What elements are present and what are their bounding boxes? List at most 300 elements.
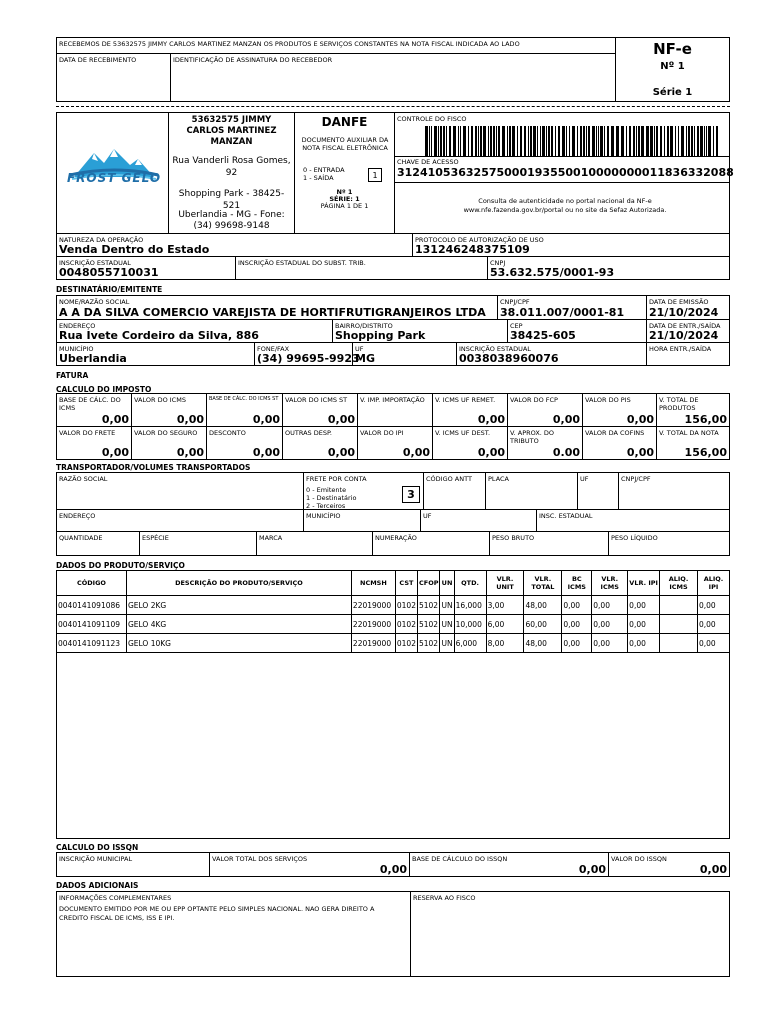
transp-uf-label: UF (580, 475, 589, 483)
transp-municipio-cell (303, 509, 421, 532)
barcode-bar (498, 126, 500, 156)
transp-placa-cell (485, 472, 578, 510)
table-cell: GELO 4KG (126, 615, 351, 634)
barcode-bar (697, 126, 699, 156)
issqn-total-cell (209, 852, 410, 877)
dest-municipio-cell (56, 342, 255, 366)
danfe-title: DANFE (321, 115, 368, 129)
table-cell: 8,00 (486, 634, 524, 653)
issqn-valor-cell (608, 852, 730, 877)
barcode-bar (580, 126, 582, 156)
table-cell: 16,000 (454, 596, 486, 615)
transp-numeracao-label: NUMERAÇÃO (375, 534, 417, 542)
tax-cell (432, 393, 508, 427)
transp-peso-bruto-cell (489, 531, 609, 556)
transp-razao-cell (56, 472, 304, 510)
danfe-subtitle: DOCUMENTO AUXILIAR DA NOTA FISCAL ELETRÔNICA (301, 136, 389, 152)
transp-endereco-label: ENDEREÇO (59, 512, 96, 520)
table-cell: 5102 (417, 596, 440, 615)
cnpj-label: CNPJ (490, 259, 506, 267)
receipt-signature-cell[interactable] (170, 53, 616, 102)
dest-endereco-value: Rua Ivete Cordeiro da Silva, 886 (59, 329, 259, 342)
transp-frete-opt2: 2 - Terceiros (306, 502, 346, 510)
barcode-bar (629, 126, 631, 156)
barcode-bar (626, 126, 627, 156)
table-cell: 0,00 (592, 615, 628, 634)
transp-endereco-cell (56, 509, 304, 532)
issuer-district: Shopping Park - 38425-521 (178, 189, 285, 211)
transp-placa-label: PLACA (488, 475, 510, 483)
tax-label: VALOR DO ICMS (134, 396, 186, 404)
table-row (57, 634, 730, 653)
table-cell: 3,00 (486, 596, 524, 615)
barcode-bar (681, 126, 684, 156)
dest-uf-value: MG (355, 352, 375, 365)
tax-cell (131, 426, 207, 460)
barcode-bar (647, 126, 649, 156)
dest-nome-cell (56, 295, 498, 320)
products-header-cell: QTD. (454, 571, 486, 596)
barcode-bar (440, 126, 442, 156)
dest-nome-label: NOME/RAZÃO SOCIAL (59, 298, 130, 306)
barcode-bar (562, 126, 565, 156)
barcode-bar (660, 126, 663, 156)
barcode (425, 126, 720, 156)
barcode-bar (475, 126, 478, 156)
table-cell: 5102 (417, 634, 440, 653)
dest-cep-label: CEP (510, 322, 523, 330)
barcode-bar (621, 126, 624, 156)
tax-label: OUTRAS DESP. (285, 429, 332, 437)
barcode-bar (471, 126, 473, 156)
tax-cell (206, 393, 283, 427)
barcode-bar (586, 126, 587, 156)
table-cell: 0,00 (562, 596, 592, 615)
dest-cnpj-value: 38.011.007/0001-81 (500, 306, 625, 319)
tax-value: 0,00 (327, 413, 355, 426)
tax-cell (206, 426, 283, 460)
table-cell: UN (440, 634, 454, 653)
barcode-bar (468, 126, 469, 156)
table-cell: 0102 (395, 596, 417, 615)
barcode-bar (458, 126, 459, 156)
issuer-info-cell (168, 112, 295, 234)
table-cell: 6,000 (454, 634, 486, 653)
tax-cell (56, 393, 132, 427)
barcode-bar (678, 126, 680, 156)
tax-cell (432, 426, 508, 460)
dest-hora-cell (646, 342, 730, 366)
ie-cell (56, 256, 236, 280)
table-cell: 0,00 (592, 634, 628, 653)
tax-label: VALOR DO ICMS ST (285, 396, 348, 404)
products-header-cell: ALIQ. IPI (697, 571, 729, 596)
issuer-address: Rua Vanderli Rosa Gomes, 92 (172, 156, 291, 178)
barcode-bar (664, 126, 665, 156)
dest-ie-cell (456, 342, 647, 366)
transp-ie-label: INSC. ESTADUAL (539, 512, 593, 520)
table-cell: 0,00 (697, 615, 729, 634)
tax-label: V. IMP. IMPORTAÇÃO (360, 396, 425, 404)
table-cell: GELO 10KG (126, 634, 351, 653)
table-cell: 0102 (395, 615, 417, 634)
dest-hora-label: HORA ENTR./SAÍDA (649, 345, 712, 353)
dest-ie-value: 0038038960076 (459, 352, 559, 365)
dest-bairro-value: Shopping Park (335, 329, 426, 342)
transp-marca-cell (256, 531, 373, 556)
transp-frete-cell (303, 472, 424, 510)
cut-line (56, 106, 730, 107)
table-cell: 0,00 (697, 596, 729, 615)
barcode-bar (667, 126, 669, 156)
dest-cnpj-label: CNPJ/CPF (500, 298, 530, 306)
transp-frete-opt0: 0 - Emitente (306, 486, 347, 494)
transp-especie-label: ESPÉCIE (142, 534, 169, 542)
table-cell: 0,00 (697, 634, 729, 653)
transp-numeracao-cell (372, 531, 490, 556)
barcode-bar (636, 126, 637, 156)
products-header-cell: CST (395, 571, 417, 596)
products-header-cell: CÓDIGO (57, 571, 127, 596)
barcode-bar (708, 126, 711, 156)
issqn-base-value: 0,00 (578, 863, 606, 876)
protocolo-value: 131246248375109 (415, 243, 530, 256)
barcode-bar (700, 126, 703, 156)
issuer-city: Uberlandia - MG - Fone: (34) 99698-9148 (178, 210, 285, 231)
transp-marca-label: MARCA (259, 534, 283, 542)
danfe-type-box: 1 (368, 168, 382, 182)
barcode-bar (512, 126, 515, 156)
nfe-number: Nº 1 (660, 61, 685, 72)
barcode-bar (449, 126, 451, 156)
products-header-cell: ALIQ. ICMS (660, 571, 698, 596)
barcode-bar (520, 126, 522, 156)
barcode-bar (694, 126, 695, 156)
issqn-im-cell (56, 852, 210, 877)
tax-label: V. ICMS UF REMET. (435, 396, 496, 404)
dest-nome-value: A A DA SILVA COMERCIO VAREJISTA DE HORTIFRUTIGRANJEIROS LTDA (59, 306, 486, 319)
reserva-fisco-label: RESERVA AO FISCO (413, 894, 476, 902)
tax-label: VALOR DA COFINS (585, 429, 645, 437)
transp-peso-liquido-cell (608, 531, 730, 556)
fiscal-control-label: CONTROLE DO FISCO (397, 115, 467, 123)
receipt-date-cell[interactable] (56, 53, 171, 102)
danfe-cell (294, 112, 395, 234)
barcode-bar (507, 126, 508, 156)
barcode-bar (542, 126, 545, 156)
table-cell: GELO 2KG (126, 596, 351, 615)
danfe-number: Nº 1 (336, 188, 353, 196)
barcode-bar (540, 126, 542, 156)
barcode-bar (546, 126, 547, 156)
ie-st-cell (235, 256, 488, 280)
table-cell (660, 596, 698, 615)
transp-especie-cell (139, 531, 257, 556)
tax-value: 0,00 (252, 413, 280, 426)
tax-value: 0,00 (101, 446, 129, 459)
transp-quantidade-cell (56, 531, 140, 556)
table-cell: 0040141091123 (57, 634, 127, 653)
barcode-bar (706, 126, 708, 156)
barcode-bar (446, 126, 447, 156)
info-complementar-cell (56, 891, 411, 977)
table-cell: 48,00 (524, 596, 562, 615)
tax-label: VALOR DO FRETE (59, 429, 116, 437)
table-cell: 0040141091109 (57, 615, 127, 634)
dest-entrada-cell (646, 319, 730, 343)
tax-label: V. ICMS UF DEST. (435, 429, 491, 437)
transp-ie-cell (536, 509, 730, 532)
products-header-cell: VLR. TOTAL (524, 571, 562, 596)
dest-ie-label: INSCRIÇÃO ESTADUAL (459, 345, 531, 353)
receipt-text: RECEBEMOS DE 53632575 JIMMY CARLOS MARTINEZ MANZAN OS PRODUTOS E SERVIÇOS CONSTANTES NA NOTA FISCAL INDICADA AO LADO (59, 40, 520, 48)
fiscal-control-cell (394, 112, 730, 157)
transp-antt-cell (423, 472, 486, 510)
transp-peso-liquido-label: PESO LÍQUIDO (611, 534, 658, 542)
table-cell: 10,000 (454, 615, 486, 634)
barcode-bar (646, 126, 647, 156)
dest-emissao-value: 21/10/2024 (649, 306, 719, 319)
natureza-label: NATUREZA DA OPERAÇÃO (59, 236, 144, 244)
barcode-bar (686, 126, 687, 156)
products-header-cell: NCMSH (351, 571, 395, 596)
consulta-cell (394, 182, 730, 234)
barcode-bar (425, 126, 428, 156)
tax-value: 0,00 (327, 446, 355, 459)
tax-cell (56, 426, 132, 460)
products-body (57, 596, 730, 653)
imposto-section-title: CALCULO DO IMPOSTO (56, 385, 152, 394)
barcode-bar (675, 126, 676, 156)
table-cell: 0,00 (628, 634, 660, 653)
products-header-cell: CFOP (417, 571, 440, 596)
tax-value: 0,00 (552, 413, 580, 426)
produtos-section-title: DADOS DO PRODUTO/SERVIÇO (56, 561, 185, 570)
table-cell: UN (440, 615, 454, 634)
barcode-bar (616, 126, 617, 156)
table-cell: 0,00 (562, 615, 592, 634)
nfe-serie: Série 1 (652, 87, 693, 98)
barcode-bar (600, 126, 603, 156)
table-cell: 22019000 (351, 634, 395, 653)
barcode-bar (617, 126, 619, 156)
table-cell: 22019000 (351, 615, 395, 634)
dest-entrada-label: DATA DE ENTR./SAÍDA (649, 322, 721, 330)
table-cell: 0102 (395, 634, 417, 653)
products-header-cell: UN (440, 571, 454, 596)
tax-value: 156,00 (684, 413, 727, 426)
dest-fone-value: (34) 99695-9923 (257, 352, 360, 365)
tax-value: 0,00 (176, 413, 204, 426)
barcode-bar (517, 126, 518, 156)
tax-value: 0,00 (402, 446, 430, 459)
natureza-cell (56, 233, 413, 257)
transp-quantidade-label: QUANTIDADE (59, 534, 103, 542)
adicionais-section-title: DADOS ADICIONAIS (56, 881, 139, 890)
logo-cell (56, 112, 169, 234)
transp-uf2-label: UF (423, 512, 432, 520)
protocolo-label: PROTOCOLO DE AUTORIZAÇÃO DE USO (415, 236, 544, 244)
transp-peso-bruto-label: PESO BRUTO (492, 534, 535, 542)
transp-frete-label: FRETE POR CONTA (306, 475, 367, 483)
products-table (56, 570, 730, 653)
barcode-bar (460, 126, 462, 156)
tax-value: 0,00 (626, 446, 654, 459)
barcode-bar (443, 126, 446, 156)
table-cell: 22019000 (351, 596, 395, 615)
fatura-section-title: FATURA (56, 371, 89, 380)
products-header-cell: VLR. IPI (628, 571, 660, 596)
barcode-bar (691, 126, 694, 156)
issqn-valor-value: 0,00 (699, 863, 727, 876)
cnpj-value: 53.632.575/0001-93 (490, 266, 615, 279)
barcode-bar (654, 126, 655, 156)
transp-cnpj-cell (618, 472, 730, 510)
barcode-bar (488, 126, 489, 156)
dest-entrada-value: 21/10/2024 (649, 329, 719, 342)
issqn-valor-label: VALOR DO ISSQN (611, 855, 667, 863)
consulta-text: Consulta de autenticidade no portal nacional da NF-e www.nfe.fazenda.gov.br/portal ou no site da Sefaz Autorizada. (463, 197, 667, 214)
table-row (57, 615, 730, 634)
tax-label: V. APROX. DO TRIBUTO (510, 429, 555, 445)
transp-municipio-label: MUNICÍPIO (306, 512, 341, 520)
tax-label: VALOR DO PIS (585, 396, 631, 404)
dest-municipio-value: Uberlandia (59, 352, 127, 365)
table-cell: 5102 (417, 615, 440, 634)
barcode-bar (596, 126, 597, 156)
tax-label: VALOR DO SEGURO (134, 429, 198, 437)
receipt-text-cell (56, 37, 616, 54)
barcode-bar (463, 126, 466, 156)
barcode-bar (429, 126, 430, 156)
barcode-bar (607, 126, 609, 156)
barcode-bar (528, 126, 529, 156)
tax-label: V. TOTAL DE PRODUTOS (659, 396, 699, 412)
tax-value: 0.00 (552, 446, 580, 459)
tax-cell (282, 426, 358, 460)
tax-value: 0,00 (176, 446, 204, 459)
barcode-bar (592, 126, 595, 156)
tax-value: 0,00 (252, 446, 280, 459)
barcode-bar (577, 126, 578, 156)
dest-uf-cell (352, 342, 457, 366)
tax-label: VALOR DO FCP (510, 396, 558, 404)
logo-text: FROST GELO (66, 171, 162, 185)
barcode-bar (480, 126, 482, 156)
issqn-section-title: CALCULO DO ISSQN (56, 843, 139, 852)
products-header-cell: BC ICMS (562, 571, 592, 596)
transp-antt-label: CÓDIGO ANTT (426, 475, 472, 483)
barcode-bar (509, 126, 511, 156)
tax-cell (282, 393, 358, 427)
nfe-title: NF-e (653, 40, 692, 58)
danfe-entrada: 0 - ENTRADA (303, 166, 345, 174)
tax-cell (582, 393, 657, 427)
barcode-bar (502, 126, 505, 156)
issuer-name: 53632575 JIMMY CARLOS MARTINEZ MANZAN (186, 115, 277, 147)
natureza-value: Venda Dentro do Estado (59, 243, 210, 256)
tax-value: 0,00 (101, 413, 129, 426)
info-complementar-text: DOCUMENTO EMITIDO POR ME OU EPP OPTANTE PELO SIMPLES NACIONAL. NAO GERA DIREITO A CREDITO FISCAL DE ICMS, ISS E IPI. (59, 905, 375, 922)
barcode-bar (688, 126, 690, 156)
barcode-bar (533, 126, 536, 156)
tax-cell (357, 393, 433, 427)
tax-label: VALOR DO IPI (360, 429, 404, 437)
dest-bairro-cell (332, 319, 508, 343)
tax-cell (131, 393, 207, 427)
access-key-cell (394, 156, 734, 183)
barcode-bar (713, 126, 714, 156)
ie-value: 0048055710031 (59, 266, 159, 279)
barcode-bar (641, 126, 644, 156)
barcode-bar (716, 126, 718, 156)
barcode-bar (490, 126, 492, 156)
barcode-bar (478, 126, 479, 156)
tax-label: BASE DE CÁLC. DO ICMS ST (209, 396, 279, 402)
barcode-bar (583, 126, 586, 156)
ie-st-label: INSCRIÇÃO ESTADUAL DO SUBST. TRIB. (238, 259, 366, 267)
barcode-bar (670, 126, 673, 156)
dest-emissao-label: DATA DE EMISSÃO (649, 298, 709, 306)
issqn-total-label: VALOR TOTAL DOS SERVIÇOS (212, 855, 308, 863)
barcode-bar (434, 126, 437, 156)
info-complementar-label: INFORMAÇÕES COMPLEMENTARES (59, 894, 172, 902)
dest-fone-label: FONE/FAX (257, 345, 290, 353)
table-cell: UN (440, 596, 454, 615)
tax-cell (507, 393, 583, 427)
barcode-bar (611, 126, 614, 156)
dest-bairro-label: BAIRRO/DISTRITO (335, 322, 393, 330)
transp-frete-value: 3 (402, 486, 420, 503)
barcode-bar (558, 126, 560, 156)
table-cell (660, 615, 698, 634)
barcode-bar (438, 126, 439, 156)
barcode-bar (530, 126, 532, 156)
reserva-fisco-cell (410, 891, 730, 977)
tax-label: DESCONTO (209, 429, 246, 437)
table-row (57, 596, 730, 615)
dest-municipio-label: MUNICÍPIO (59, 345, 94, 353)
destinatario-section-title: DESTINATÁRIO/EMITENTE (56, 285, 163, 294)
issqn-base-label: BASE DE CÁLCULO DO ISSQN (412, 855, 508, 863)
transp-razao-label: RAZÃO SOCIAL (59, 475, 108, 483)
barcode-bar (588, 126, 590, 156)
dest-emissao-cell (646, 295, 730, 320)
receipt-date-label: DATA DE RECEBIMENTO (59, 56, 137, 64)
tax-cell (656, 393, 730, 427)
barcode-bar (572, 126, 575, 156)
dest-cnpj-cell (497, 295, 647, 320)
barcode-bar (598, 126, 600, 156)
table-cell: 0,00 (562, 634, 592, 653)
issqn-base-cell (409, 852, 609, 877)
transp-cnpj-label: CNPJ/CPF (621, 475, 651, 483)
tax-cell (507, 426, 583, 460)
barcode-bar (551, 126, 554, 156)
issqn-im-label: INSCRIÇÃO MUNICIPAL (59, 855, 133, 863)
barcode-bar (604, 126, 605, 156)
products-header-row (57, 571, 730, 596)
danfe-page: PÁGINA 1 DE 1 (320, 202, 369, 210)
table-cell: 60,00 (524, 615, 562, 634)
table-cell: 6,00 (486, 615, 524, 634)
table-cell: 0,00 (628, 615, 660, 634)
barcode-bar (555, 126, 556, 156)
dest-cep-value: 38425-605 (510, 329, 576, 342)
products-header-cell: DESCRIÇÃO DO PRODUTO/SERVIÇO (126, 571, 351, 596)
barcode-bar (537, 126, 538, 156)
tax-value: 0,00 (626, 413, 654, 426)
